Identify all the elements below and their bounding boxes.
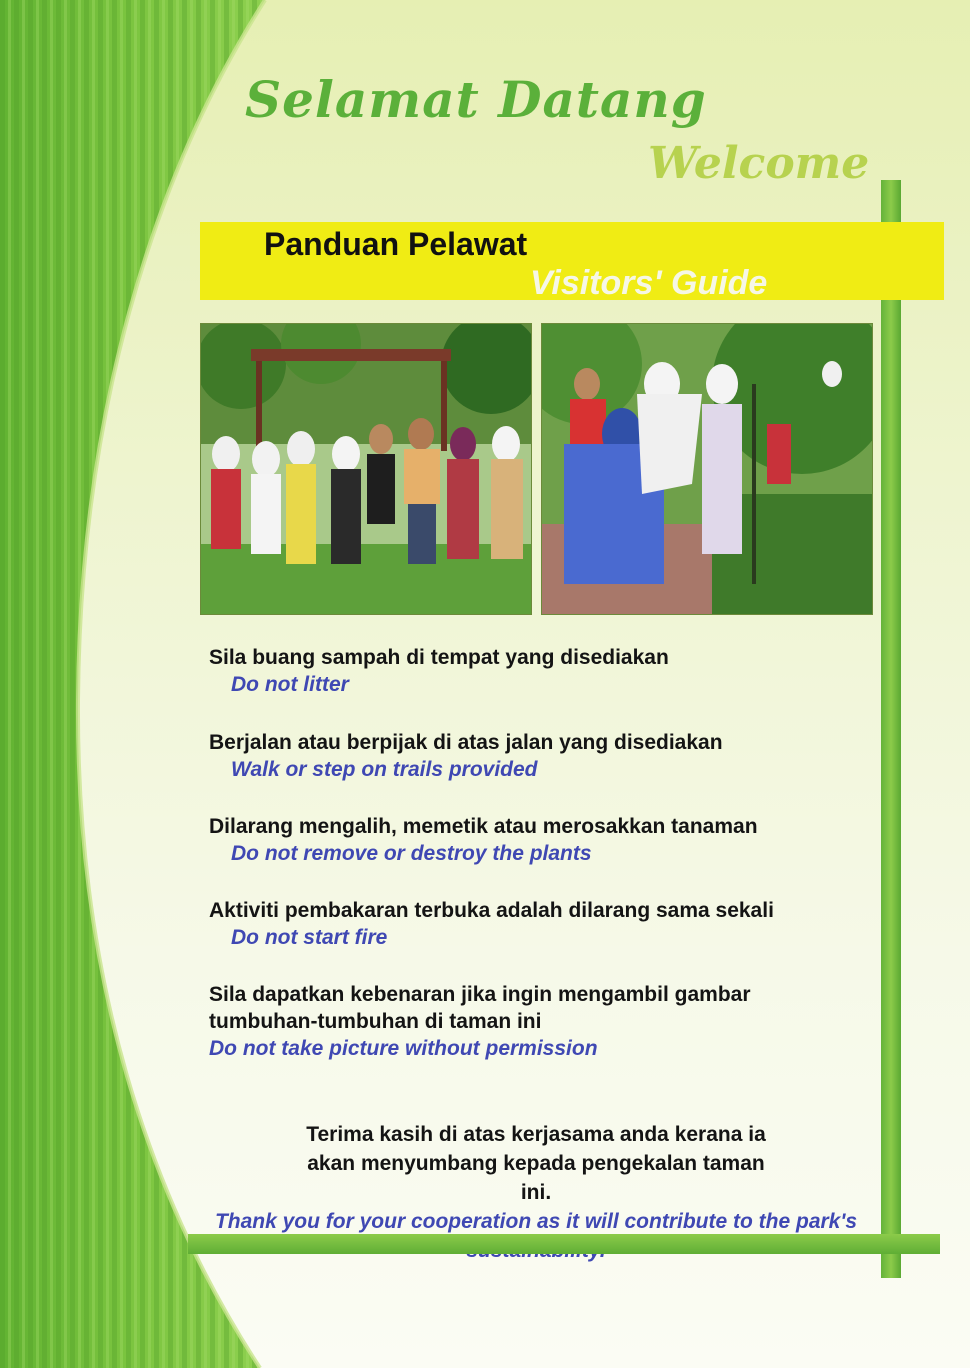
rule-english: Do not take picture without permission xyxy=(209,1037,598,1060)
visitors-group-photo xyxy=(200,323,532,615)
rule-malay: Dilarang mengalih, memetik atau merosakkan tanaman xyxy=(209,815,758,838)
rule-malay: Sila buang sampah di tempat yang disediakan xyxy=(209,646,669,669)
rule-malay: Berjalan atau berpijak di atas jalan yang disediakan xyxy=(209,731,723,754)
list-item xyxy=(209,813,889,867)
list-item xyxy=(209,729,889,783)
welcome-title-english: Welcome xyxy=(648,138,870,189)
list-item xyxy=(209,897,889,951)
closing-malay: Terima kasih di atas kerjasama anda kerana ia akan menyumbang kepada pengekalan taman ini. xyxy=(306,1123,766,1204)
welcome-title-malay: Selamat Datang xyxy=(245,70,707,129)
rules-list xyxy=(209,644,889,1074)
rule-english: Do not litter xyxy=(231,673,349,696)
list-item xyxy=(209,644,889,698)
rule-english: Walk or step on trails provided xyxy=(231,758,538,781)
rule-malay: Sila dapatkan kebenaran jika ingin mengambil gambar tumbuhan-tumbuhan di taman ini xyxy=(209,983,751,1033)
visitors-plants-photo xyxy=(541,323,873,615)
banner-title-english: Visitors' Guide xyxy=(530,264,768,302)
rule-english: Do not start fire xyxy=(231,926,388,949)
banner-title-malay: Panduan Pelawat xyxy=(264,226,528,262)
rule-malay: Aktiviti pembakaran terbuka adalah dilarang sama sekali xyxy=(209,899,774,922)
guide-banner xyxy=(200,222,944,300)
closing-english: Thank you for your cooperation as it will contribute to the park's xyxy=(214,1210,858,1233)
rule-english: Do not remove or destroy the plants xyxy=(231,842,592,865)
list-item xyxy=(209,981,829,1062)
horizontal-green-bar xyxy=(188,1234,940,1254)
